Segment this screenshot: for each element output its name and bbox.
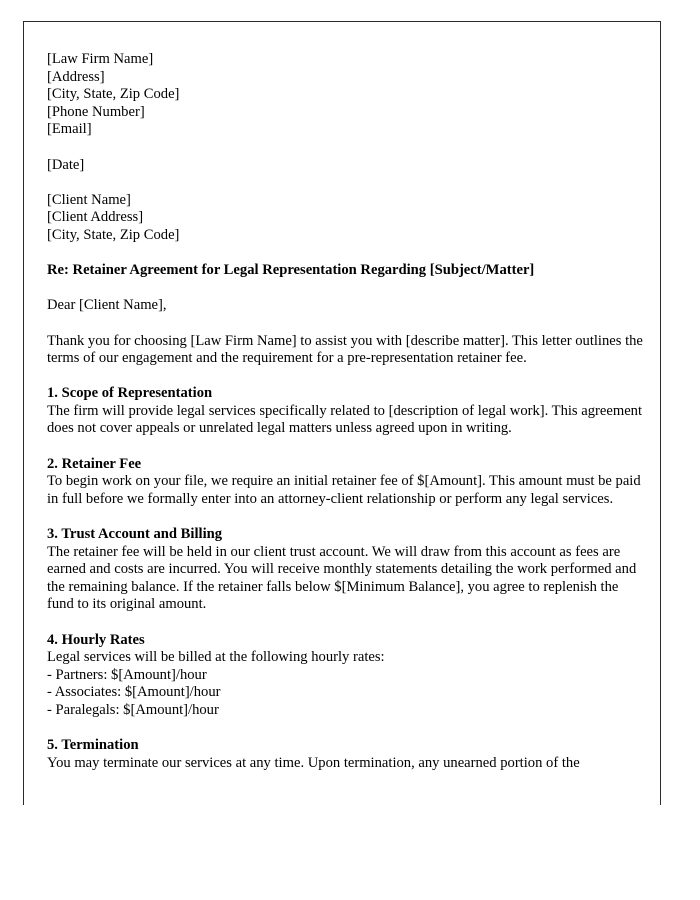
letterhead-line-firm: [Law Firm Name] <box>47 51 154 67</box>
intro-paragraph-block <box>47 333 643 368</box>
section-termination <box>47 737 643 772</box>
recipient-block <box>47 192 643 245</box>
document-body <box>47 51 643 772</box>
letterhead-block <box>47 51 643 139</box>
section-heading: 3. Trust Account and Billing <box>47 526 223 543</box>
intro-paragraph: Thank you for choosing [Law Firm Name] to assist you with [describe matter]. This letter outlines the terms of our engagement and the requirement for a pre-representation retainer fee. <box>47 332 643 367</box>
recipient-line-name: [Client Name] <box>47 191 131 208</box>
rate-list-item-associates: - Associates: $[Amount]/hour <box>47 684 221 701</box>
recipient-line-city: [City, State, Zip Code] <box>47 226 180 243</box>
section-heading: 5. Termination <box>47 737 139 754</box>
section-hourly-rates <box>47 632 643 720</box>
date-line: [Date] <box>47 156 85 173</box>
subject-block <box>47 262 643 280</box>
section-heading: 2. Retainer Fee <box>47 455 142 472</box>
rate-list-item-paralegals: - Paralegals: $[Amount]/hour <box>47 701 219 718</box>
letterhead-line-email: [Email] <box>47 121 92 138</box>
section-scope-of-representation <box>47 385 643 438</box>
salutation-line: Dear [Client Name], <box>47 297 167 314</box>
letterhead-line-city: [City, State, Zip Code] <box>47 86 180 103</box>
section-body: The firm will provide legal services specifically related to [description of legal work]. This agreement does not cover appeals or unrelated legal matters unless agreed upon in writing. <box>47 402 643 437</box>
section-trust-account-and-billing <box>47 526 643 614</box>
rate-list-item-partners: - Partners: $[Amount]/hour <box>47 666 207 683</box>
recipient-line-address: [Client Address] <box>47 209 144 226</box>
letterhead-line-phone: [Phone Number] <box>47 103 145 120</box>
section-body: Legal services will be billed at the following hourly rates: <box>47 649 385 666</box>
section-retainer-fee <box>47 456 643 509</box>
section-body: The retainer fee will be held in our client trust account. We will draw from this account as fees are earned and costs are incurred. You will receive monthly statements detailing the work performed and the remaining balance. If the retainer falls below $[Minimum Balance], you agree to replenish the fund to its original amount. <box>47 543 637 613</box>
section-heading: 1. Scope of Representation <box>47 385 213 402</box>
letterhead-line-address: [Address] <box>47 68 105 85</box>
section-body: You may terminate our services at any time. Upon termination, any unearned portion of the <box>47 754 580 771</box>
salutation-block <box>47 297 643 315</box>
section-heading: 4. Hourly Rates <box>47 631 145 648</box>
subject-line: Re: Retainer Agreement for Legal Representation Regarding [Subject/Matter] <box>47 262 535 279</box>
section-body: To begin work on your file, we require an initial retainer fee of $[Amount]. This amount must be paid in full before we formally enter into an attorney-client relationship or perform any legal services. <box>47 473 641 507</box>
document-page <box>23 21 661 805</box>
date-block <box>47 157 643 175</box>
